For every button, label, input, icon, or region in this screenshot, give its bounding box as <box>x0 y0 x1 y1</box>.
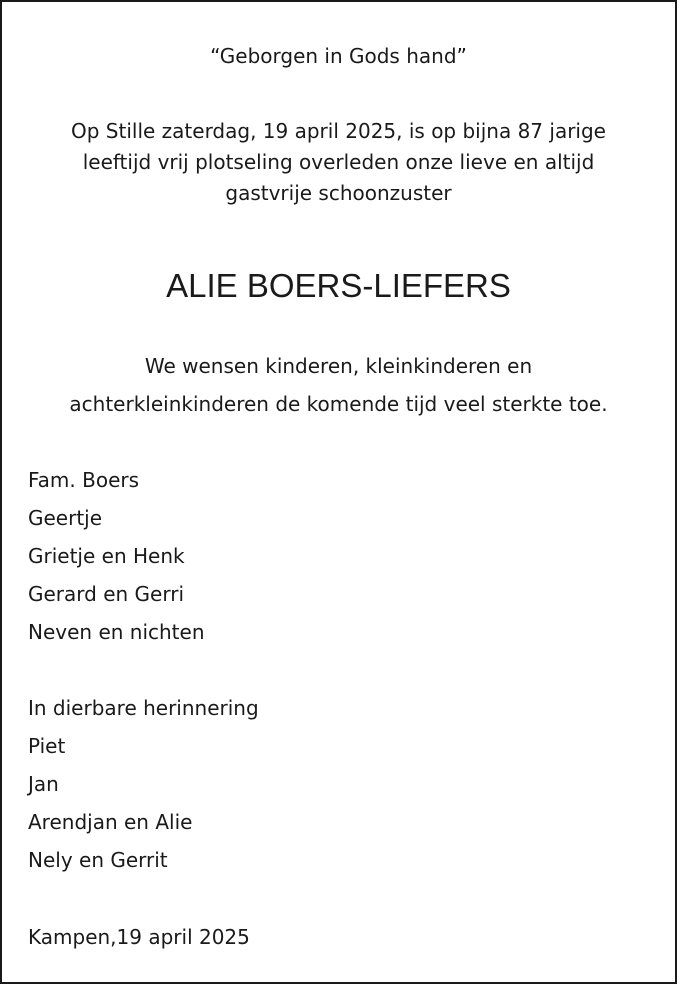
in-memory-name: Jan <box>28 772 59 796</box>
in-memory-name: Nely en Gerrit <box>28 848 168 872</box>
wish-line: achterkleinkinderen de komende tijd veel sterkte toe. <box>69 392 608 416</box>
family-name: Geertje <box>28 506 103 530</box>
announcement-line: Op Stille zaterdag, 19 april 2025, is op bijna 87 jarige <box>71 119 606 143</box>
announcement-line: gastvrije schoonzuster <box>225 181 452 205</box>
in-memory-name: Arendjan en Alie <box>28 810 193 834</box>
family-name: Grietje en Henk <box>28 544 185 568</box>
announcement-line: leeftijd vrij plotseling overleden onze lieve en altijd <box>82 150 595 174</box>
place-and-date: Kampen,19 april 2025 <box>28 925 250 949</box>
in-memory-list <box>28 689 259 879</box>
family-name: Neven en nichten <box>28 620 205 644</box>
condolence-wish <box>22 347 655 423</box>
announcement-text <box>26 116 651 209</box>
in-memory-name: Piet <box>28 734 66 758</box>
motto-quote: “Geborgen in Gods hand” <box>210 44 467 68</box>
in-memory-heading: In dierbare herinnering <box>28 696 259 720</box>
deceased-name: ALIE BOERS-LIEFERS <box>166 267 511 304</box>
family-signatories <box>28 461 205 651</box>
family-name: Fam. Boers <box>28 468 140 492</box>
family-name: Gerard en Gerri <box>28 582 184 606</box>
wish-line: We wensen kinderen, kleinkinderen en <box>144 354 533 378</box>
